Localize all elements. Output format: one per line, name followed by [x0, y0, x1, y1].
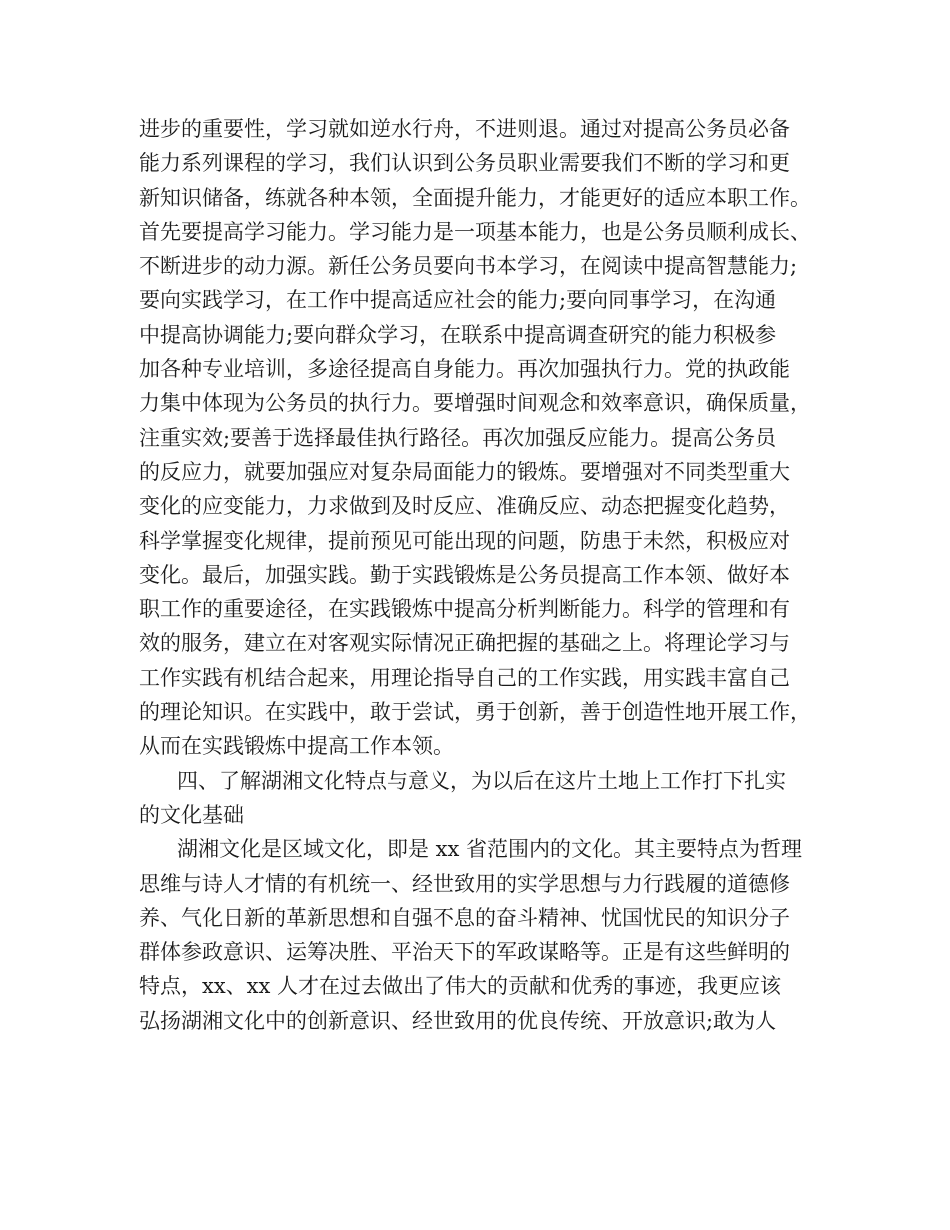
text-line: 职工作的重要途径，在实践锻炼中提高分析判断能力。科学的管理和有	[139, 597, 790, 622]
text-line: 新知识储备，练就各种本领，全面提升能力，才能更好的适应本职工作。	[139, 185, 811, 210]
text-line: 工作实践有机结合起来，用理论指导自己的工作实践，用实践丰富自己	[139, 665, 790, 690]
text-line: 中提高协调能力;要向群众学习，在联系中提高调查研究的能力积极参	[139, 322, 777, 347]
text-line: 思维与诗人才情的有机统一、经世致用的实学思想与力行践履的道德修	[139, 871, 790, 896]
text-line: 变化的应变能力，力求做到及时反应、准确反应、动态把握变化趋势，	[139, 494, 790, 519]
text-line: 效的服务，建立在对客观实际情况正确把握的基础之上。将理论学习与	[139, 631, 790, 656]
text-line: 的反应力，就要加强应对复杂局面能力的锻炼。要增强对不同类型重大	[139, 459, 790, 484]
text-line: 加各种专业培训，多途径提高自身能力。再次加强执行力。党的执政能	[139, 357, 790, 382]
text-line: 能力系列课程的学习，我们认识到公务员职业需要我们不断的学习和更	[139, 151, 790, 176]
text-line: 群体参政意识、运筹决胜、平治天下的军政谋略等。正是有这些鲜明的	[139, 940, 790, 965]
document-body	[139, 112, 829, 1038]
text-line: 注重实效;要善于选择最佳执行路径。再次加强反应能力。提高公务员	[139, 425, 777, 450]
text-line: 从而在实践锻炼中提高工作本领。	[139, 734, 454, 759]
section-heading: 四、了解湖湘文化特点与意义，为以后在这片土地上工作打下扎实	[177, 768, 786, 793]
text-line: 力集中体现为公务员的执行力。要增强时间观念和效率意识，确保质量，	[139, 391, 811, 416]
text-line: 进步的重要性，学习就如逆水行舟，不进则退。通过对提高公务员必备	[139, 117, 790, 141]
text-line: 变化。最后，加强实践。勤于实践锻炼是公务员提高工作本领、做好本	[139, 562, 790, 587]
text-line: 的理论知识。在实践中，敢于尝试，勇于创新，善于创造性地开展工作，	[139, 700, 811, 725]
text-line: 弘扬湖湘文化中的创新意识、经世致用的优良传统、开放意识;敢为人	[139, 1008, 777, 1033]
section-heading-continuation: 的文化基础	[139, 802, 244, 827]
text-line: 养、气化日新的革新思想和自强不息的奋斗精神、忧国忧民的知识分子	[139, 905, 790, 930]
text-line: 首先要提高学习能力。学习能力是一项基本能力，也是公务员顺利成长、	[139, 219, 811, 244]
text-line: 要向实践学习，在工作中提高适应社会的能力;要向同事学习，在沟通	[139, 288, 777, 313]
text-line: 湖湘文化是区域文化，即是 xx 省范围内的文化。其主要特点为哲理	[177, 837, 803, 862]
text-line: 科学掌握变化规律，提前预见可能出现的问题，防患于未然，积极应对	[139, 528, 790, 553]
text-line: 不断进步的动力源。新任公务员要向书本学习，在阅读中提高智慧能力;	[139, 254, 798, 279]
text-line: 特点，xx、xx 人才在过去做出了伟大的贡献和优秀的事迹，我更应该	[139, 974, 782, 999]
